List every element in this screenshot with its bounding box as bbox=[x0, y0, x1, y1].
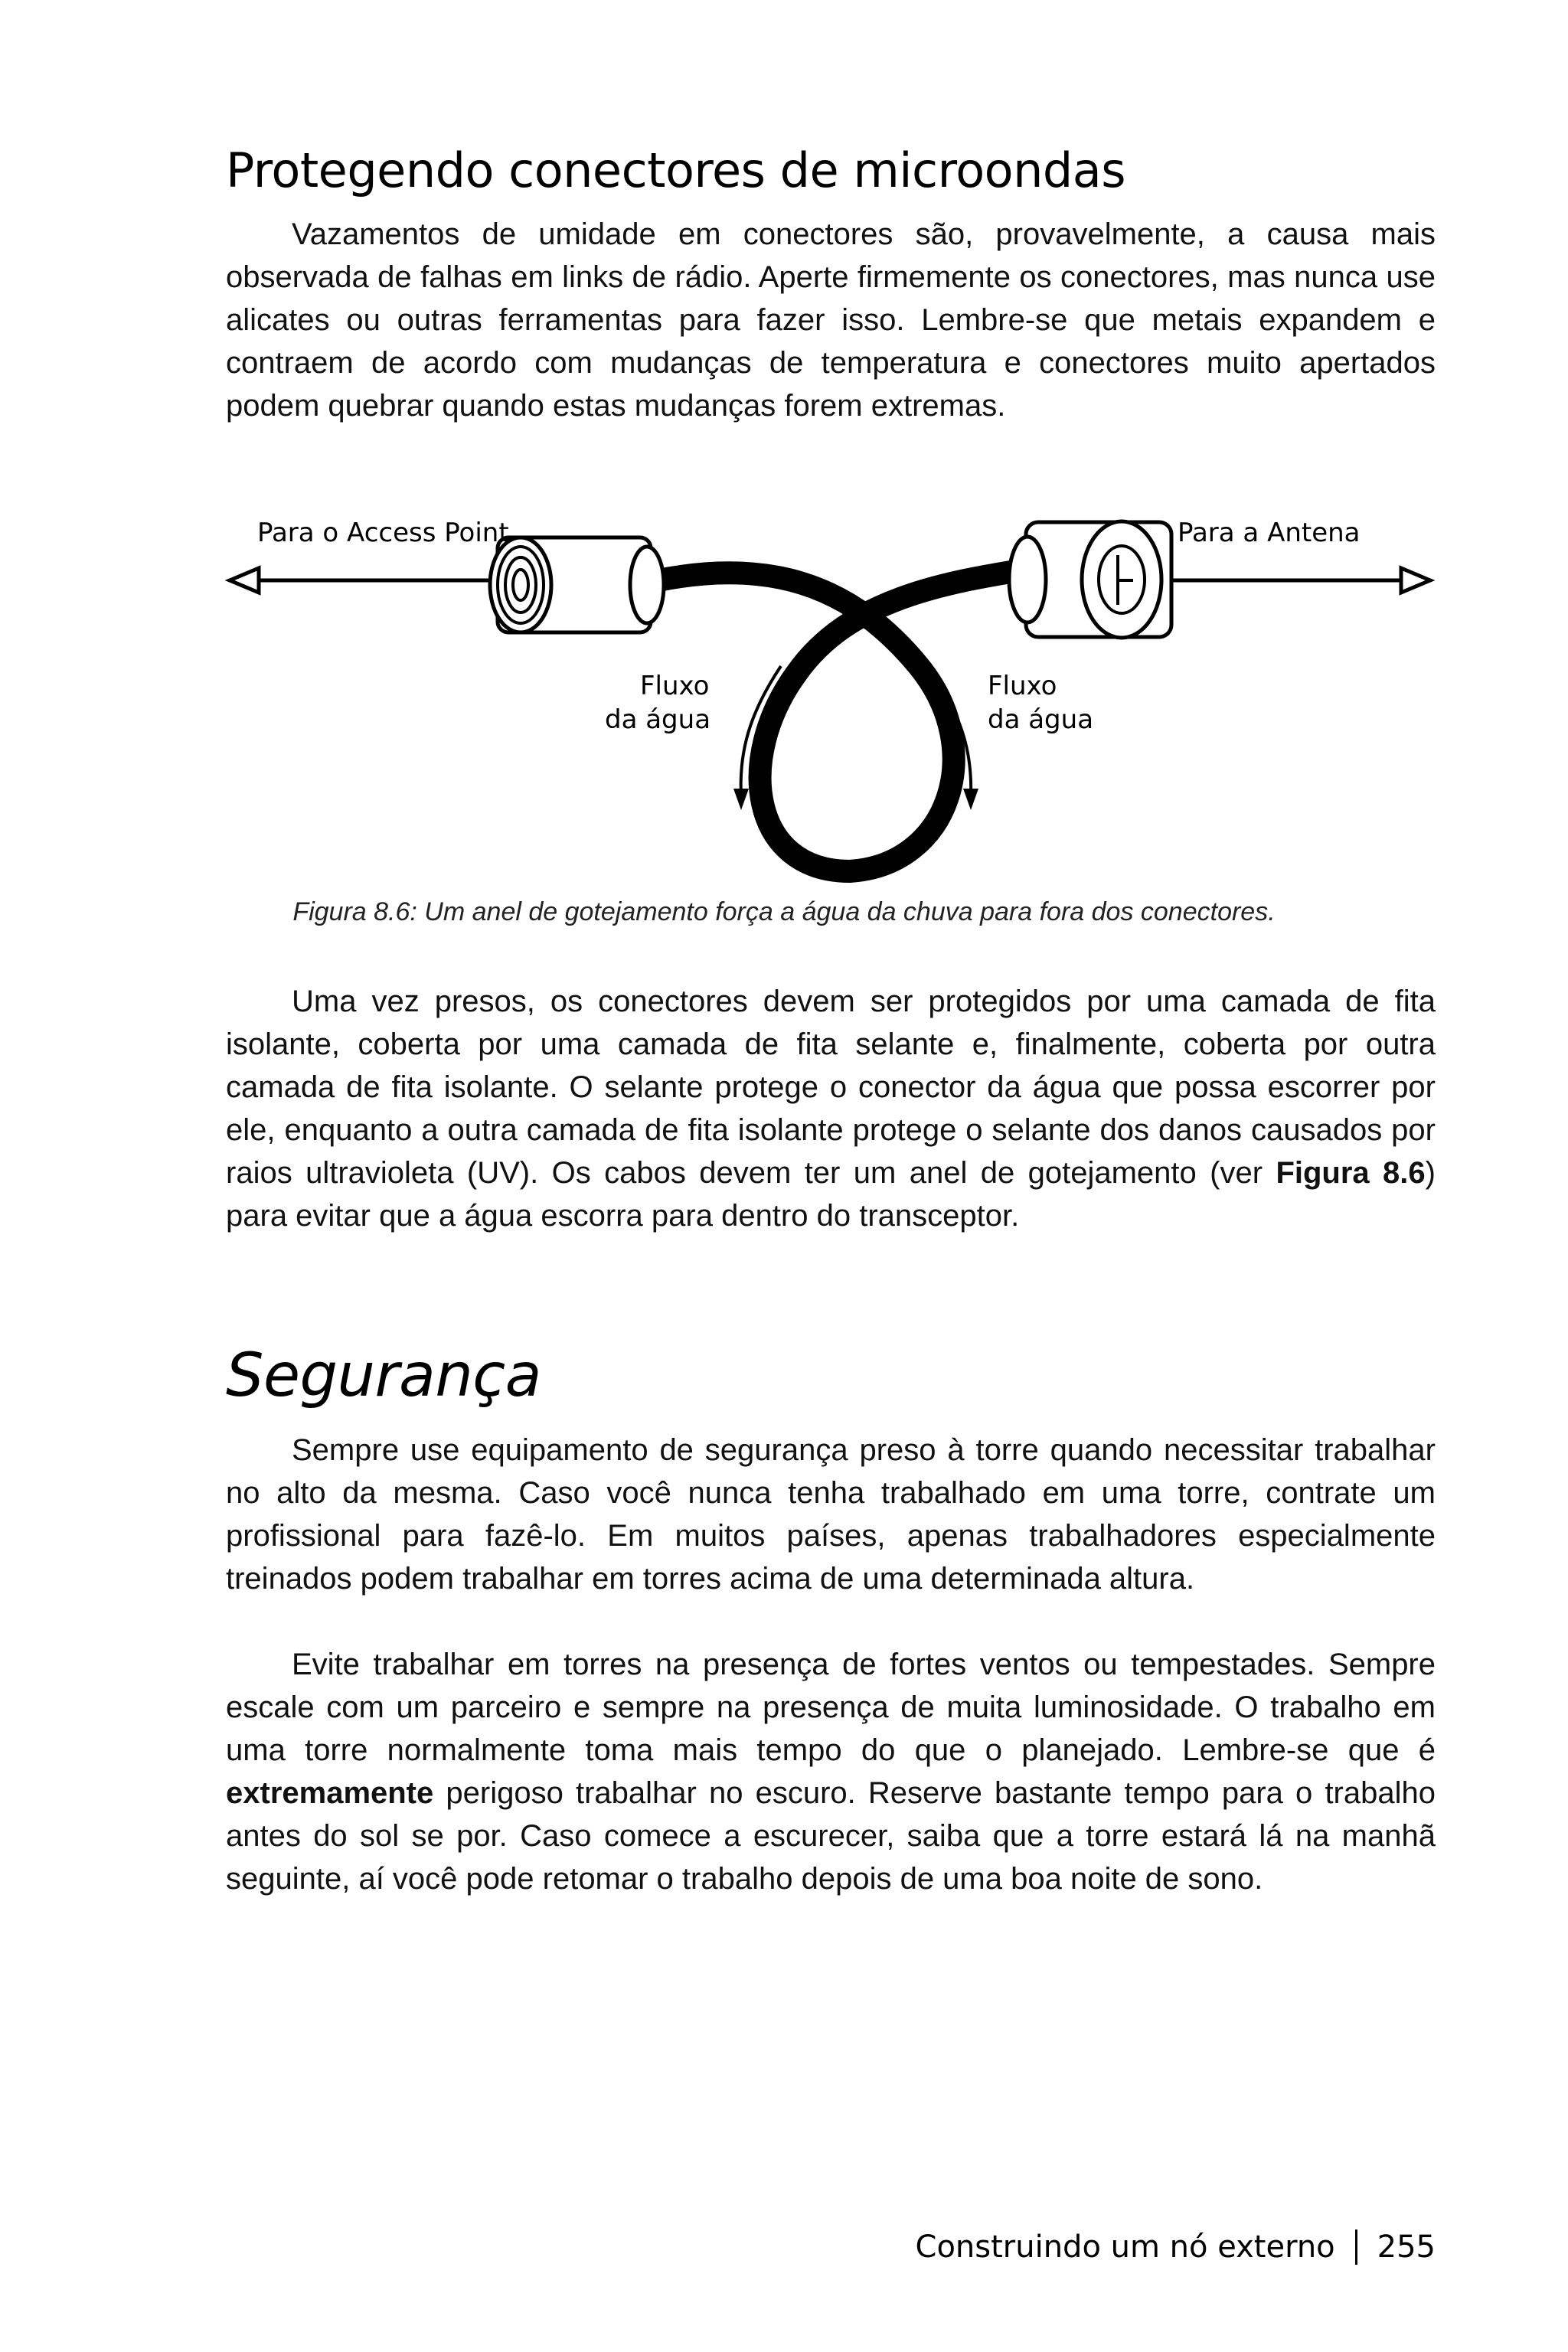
paragraph-safety-equipment: Sempre use equipamento de segurança preso à torre quando necessitar trabalhar no alto da mesma. Caso você nunca tenha trabalhado em uma torre, contrate um profissional para fazê-lo. Em muitos países, apenas trabalhadores especialmente treinados podem trabalhar em torres acima de uma determinada altura. bbox=[226, 1433, 1436, 1596]
label-flow-right-1: Fluxo bbox=[988, 671, 1057, 701]
paragraph-protection bbox=[226, 980, 1436, 1237]
page-footer bbox=[916, 2230, 1436, 2265]
label-to-antenna: Para a Antena bbox=[1178, 518, 1361, 548]
label-to-access-point: Para o Access Point bbox=[257, 518, 509, 548]
footer-chapter-title: Construindo um nó externo bbox=[915, 2230, 1335, 2265]
section-heading-safety: Segurança bbox=[226, 1341, 541, 1410]
connector-right-icon bbox=[1009, 521, 1171, 638]
label-flow-left-2: da água bbox=[605, 704, 711, 735]
connector-left-icon bbox=[490, 537, 664, 632]
footer-separator bbox=[1355, 2230, 1357, 2265]
figure-caption: Figura 8.6: Um anel de gotejamento força a água da chuva para fora dos conectores. bbox=[292, 897, 1276, 926]
drip-loop-illustration bbox=[214, 498, 1455, 896]
paragraph-protection-text-1: Uma vez presos, os conectores devem ser protegidos por uma camada de fita isolante, coberta por uma camada de fita selante e, finalmente, coberta por outra camada de fita isolante. O selante protege o conector da água que possa escorrer por ele, enquanto a outra camada de fita isolante protege o selante dos danos causados por raios ultravioleta (UV). Os cabos devem ter um anel de gotejamento (ver bbox=[226, 985, 1436, 1190]
section-heading-connectors: Protegendo conectores de microondas bbox=[226, 142, 1126, 198]
paragraph-weather-text-2: perigoso trabalhar no escuro. Reserve bastante tempo para o trabalho antes do sol se por. Caso comece a escurecer, saiba que a torre estará lá na manhã seguinte, aí você pode retomar o trabalho depois de uma boa noite de sono. bbox=[226, 1776, 1436, 1896]
drip-loop-figure bbox=[214, 498, 1455, 896]
label-flow-right-2: da água bbox=[988, 704, 1094, 735]
page-number: 255 bbox=[1377, 2230, 1436, 2265]
figure-reference: Figura 8.6 bbox=[1276, 1156, 1426, 1190]
arrow-left-icon bbox=[230, 568, 490, 593]
cable-path bbox=[658, 568, 1034, 871]
arrow-right-icon bbox=[1164, 568, 1430, 593]
paragraph-protection-text-2: ) para evitar que a água escorra para dentro do transceptor. bbox=[226, 1156, 1436, 1233]
paragraph-weather bbox=[226, 1643, 1436, 1900]
label-flow-left-1: Fluxo bbox=[640, 671, 710, 701]
emphasis-extremely: extremamente bbox=[226, 1776, 434, 1810]
paragraph-moisture: Vazamentos de umidade em conectores são, provavelmente, a causa mais observada de falhas em links de rádio. Aperte firmemente os conectores, mas nunca use alicates ou outras ferramentas para fazer isso. Lembre-se que metais expandem e contraem de acordo com mudanças de temperatura e conectores muito apertados podem quebrar quando estas mudanças forem extremas. bbox=[226, 217, 1436, 423]
paragraph-weather-text-1: Evite trabalhar em torres na presença de fortes ventos ou tempestades. Sempre escale com um parceiro e sempre na presença de muita luminosidade. O trabalho em uma torre normalmente toma mais tempo do que o planejado. Lembre-se que é bbox=[226, 1648, 1436, 1767]
